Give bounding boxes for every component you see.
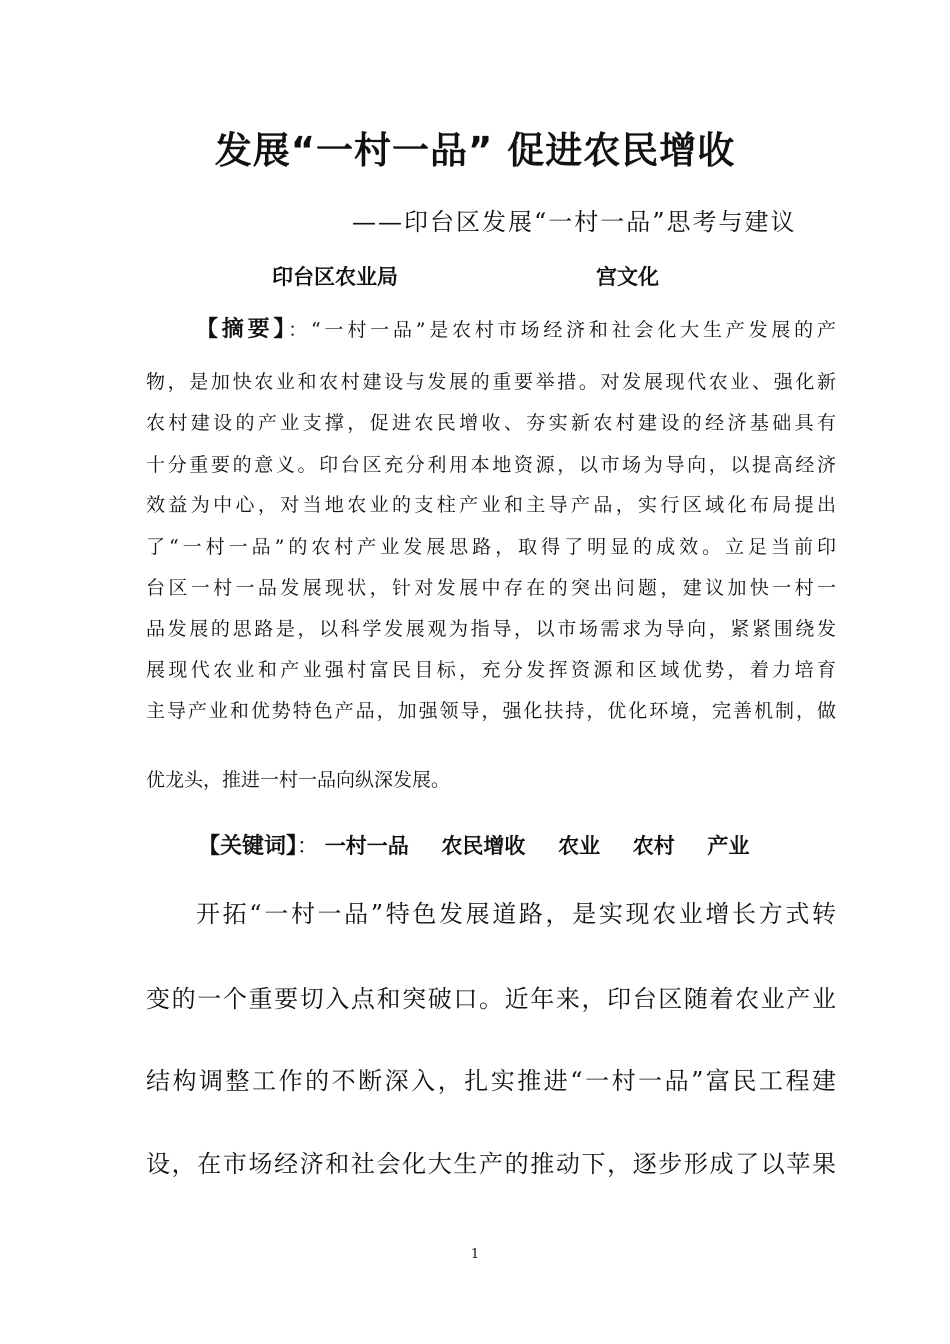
page-number: 1: [470, 1247, 480, 1262]
abstract-line: 【摘要】：“一村一品”是农村市场经济和社会化大生产发展的产: [196, 317, 836, 342]
keyword: 一村一品: [324, 834, 409, 858]
author-name: 宫文化: [596, 265, 659, 289]
author-organization: 印台区农业局: [272, 265, 398, 289]
abstract-line: 农村建设的产业支撑，促进农民增收、夯实新农村建设的经济基础具有: [146, 412, 836, 434]
abstract-line: 台区一村一品发展现状，针对发展中存在的突出问题，建议加快一村一: [146, 577, 836, 599]
body-line: 结构调整工作的不断深入，扎实推进“一村一品”富民工程建: [146, 1067, 836, 1095]
keywords: [198, 830, 775, 863]
abstract-line: 主导产业和优势特色产品，加强领导，强化扶持，优化环境，完善机制，做: [146, 700, 836, 722]
abstract-label: 【摘要】: [196, 317, 289, 342]
abstract-line: 了“一村一品”的农村产业发展思路，取得了明显的成效。立足当前印: [146, 536, 836, 558]
abstract-line: 效益为中心，对当地农业的支柱产业和主导产品，实行区域化布局提出: [146, 494, 836, 516]
keyword: 农业: [558, 834, 601, 858]
document-subtitle: ——印台区发展“一村一品”思考与建议: [352, 208, 797, 236]
body-line: 变的一个重要切入点和突破口。近年来，印台区随着农业产业: [146, 985, 836, 1013]
abstract-line: 展现代农业和产业强村富民目标，充分发挥资源和区域优势，着力培育: [146, 659, 836, 681]
keyword: 产业: [707, 834, 750, 858]
abstract-line: 优龙头，推进一村一品向纵深发展。: [146, 769, 451, 791]
body-line: 开拓“一村一品”特色发展道路，是实现农业增长方式转: [196, 900, 836, 928]
abstract-line: 物，是加快农业和农村建设与发展的重要举措。对发展现代农业、强化新: [146, 371, 836, 393]
document-title: 发展“一村一品” 促进农民增收: [214, 129, 736, 172]
keywords-label: 【关键词】: [198, 834, 298, 859]
keywords-separator: ：: [297, 834, 319, 858]
abstract-line: 十分重要的意义。印台区充分利用本地资源，以市场为导向，以提高经济: [146, 454, 836, 476]
keyword: 农民增收: [441, 834, 526, 858]
body-line: 设，在市场经济和社会化大生产的推动下，逐步形成了以苹果: [146, 1150, 836, 1178]
abstract-line: 品发展的思路是，以科学发展观为指导，以市场需求为导向，紧紧围绕发: [146, 618, 836, 640]
keyword: 农村: [632, 834, 675, 858]
